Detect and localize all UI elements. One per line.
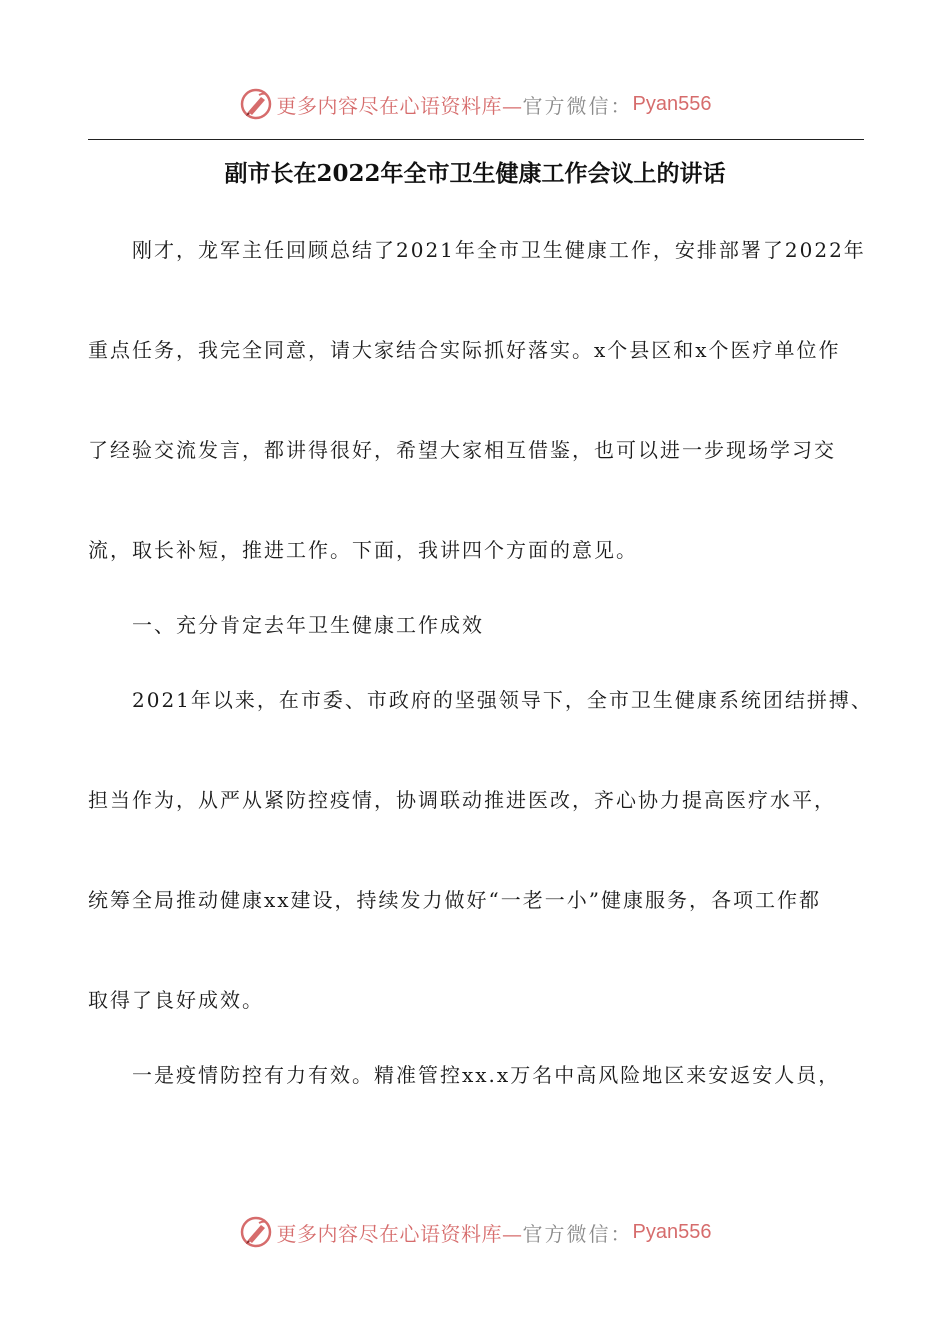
paragraph-line: 统筹全局推动健康xx建设，持续发力做好“一老一小”健康服务，各项工作都 — [88, 888, 822, 912]
footer-wechat-id: Pyan556 — [632, 1220, 712, 1243]
header-banner — [0, 82, 950, 126]
section-heading: 一、充分肯定去年卫生健康工作成效 — [132, 613, 484, 637]
paragraph-line: 一是疫情防控有力有效。精准管控xx.x万名中高风险地区来安返安人员， — [132, 1063, 841, 1087]
paragraph-line: 了经验交流发言，都讲得很好，希望大家相互借鉴，也可以进一步现场学习交 — [88, 438, 836, 462]
paragraph-line: 刚才，龙军主任回顾总结了2021年全市卫生健康工作，安排部署了2022年 — [132, 238, 866, 262]
header-slogan: 更多内容尽在心语资料库— — [276, 93, 523, 118]
header-wechat-id: Pyan556 — [632, 92, 712, 115]
paragraph-line: 流，取长补短，推进工作。下面，我讲四个方面的意见。 — [88, 538, 638, 562]
pen-logo-icon — [239, 1215, 273, 1249]
footer-slogan: 更多内容尽在心语资料库— — [276, 1221, 523, 1246]
footer-banner — [0, 1210, 950, 1254]
paragraph-line: 担当作为，从严从紧防控疫情，协调联动推进医改，齐心协力提高医疗水平， — [88, 788, 836, 812]
document-title: 副市长在2022年全市卫生健康工作会议上的讲话 — [224, 160, 726, 187]
footer-wechat-label: 官方微信： — [522, 1221, 633, 1246]
pen-logo-icon — [239, 87, 273, 121]
header-divider — [88, 139, 864, 140]
header-wechat-label: 官方微信： — [522, 93, 633, 118]
paragraph-line: 重点任务，我完全同意，请大家结合实际抓好落实。x个县区和x个医疗单位作 — [88, 338, 841, 362]
paragraph-line: 2021年以来，在市委、市政府的坚强领导下，全市卫生健康系统团结拼搏、 — [132, 688, 873, 712]
paragraph-line: 取得了良好成效。 — [88, 988, 264, 1012]
